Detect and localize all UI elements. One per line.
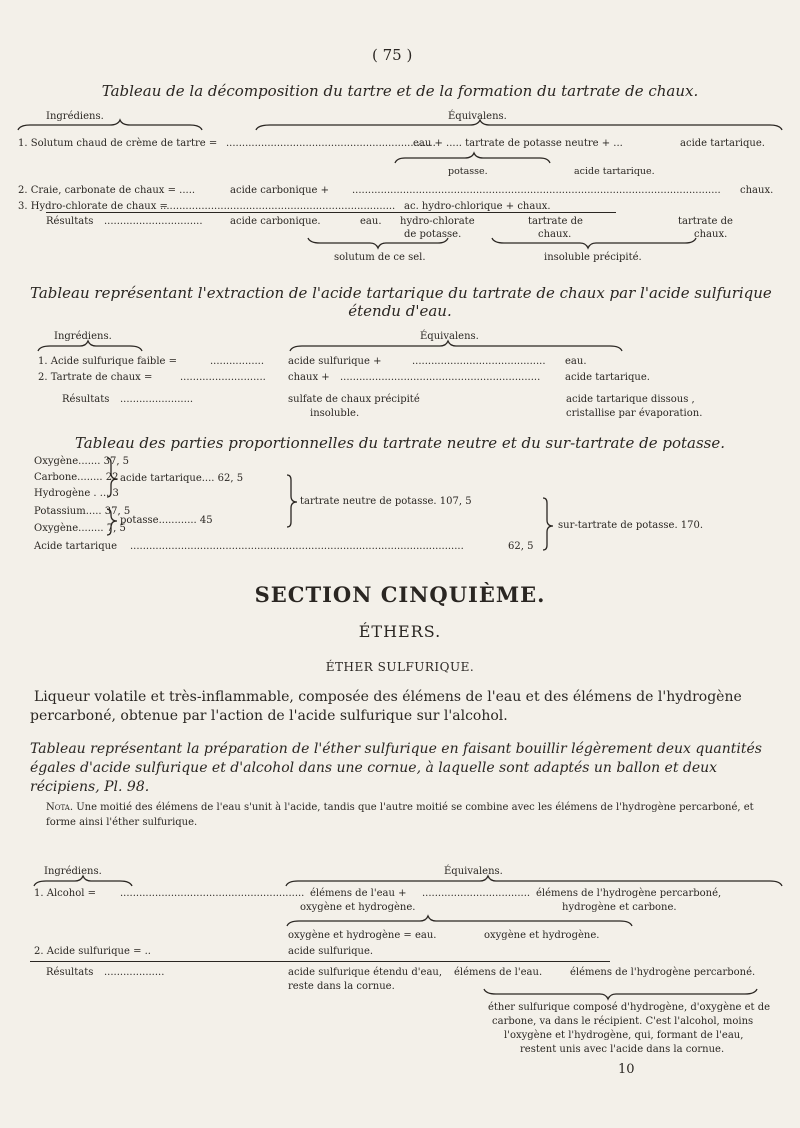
table4-ether-line3: l'oxygène et l'hydrogène, qui, formant de l'eau,	[504, 1030, 744, 1041]
table2-title-line2: étendu d'eau.	[348, 302, 452, 320]
table4-row1-right: élémens de l'hydrogène percarboné,	[536, 888, 722, 899]
table1-title: Tableau de la décomposition du tartre et de la formation du tartrate de chaux.	[101, 82, 699, 100]
footer-number: 10	[618, 1062, 635, 1077]
table2-row1-dots-b: ..........................................	[412, 356, 546, 367]
table1-row2-ingredient: 2. Craie, carbonate de chaux = .....	[18, 185, 196, 196]
table1-row2-equivalent: acide carbonique +	[230, 185, 329, 196]
table1-row1-dots: ..................................................................	[226, 138, 436, 149]
table2-row2-ingredient: 2. Tartrate de chaux =	[38, 372, 153, 383]
table2-result-2a: acide tartarique dissous ,	[566, 394, 695, 405]
table4-title: Tableau représentant la préparation de l'éther sulfurique en faisant bouillir légèrement deux quantités égales d'acide sulfurique et d'alcohol dans une cornue, à laquelle sont adaptés un ballon et deux récipiens, Pl. 98.	[30, 741, 762, 795]
table3-group-tartrate: tartrate neutre de potasse. 107, 5	[300, 496, 472, 507]
table3-row-potassium: Potassium..... 37, 5	[34, 506, 131, 517]
table1-row3-equivalent: ac. hydro-chlorique + chaux.	[404, 201, 551, 212]
table4-note	[46, 800, 776, 830]
table3-row-oxygene-1: Oxygène....... 37, 5	[34, 456, 130, 467]
table1-sub-potasse: potasse.	[448, 166, 488, 177]
page-number: ( 75 )	[372, 46, 413, 64]
table4-sub-3: oxygène et hydrogène = eau.	[288, 930, 437, 941]
table2-col-equivalents: Équivalens.	[420, 331, 479, 342]
table3-row-oxygene-2: Oxygène........ 7, 5	[34, 523, 126, 534]
table4-result-3: élémens de l'hydrogène percarboné.	[570, 967, 756, 978]
table1-brace-right-label: insoluble précipité.	[544, 252, 642, 263]
table1-results-rule	[46, 212, 616, 213]
table1-result-3a: hydro-chlorate	[400, 216, 475, 227]
table1-result-1: acide carbonique.	[230, 216, 321, 227]
table2-result-1b: insoluble.	[310, 408, 360, 419]
table1-result-3b: de potasse.	[404, 229, 462, 240]
table1-results-dots: ...............................	[104, 216, 203, 227]
table2-row1-right: eau.	[565, 356, 587, 367]
table1-row1-right: acide tartarique.	[680, 138, 765, 149]
table4-ether-line1: éther sulfurique composé d'hydrogène, d'oxygène et de	[488, 1002, 771, 1013]
section-subheading: ÉTHERS.	[358, 622, 442, 641]
table3-row-acide: Acide tartarique	[34, 541, 117, 552]
table2-row1-equivalent: acide sulfurique +	[288, 356, 382, 367]
table4-row1-dots-b: ..................................	[422, 888, 531, 899]
table4-ether-line4: restent unis avec l'acide dans la cornue.	[520, 1044, 725, 1055]
table4-col-equivalents: Équivalens.	[444, 866, 503, 877]
table4-note-label: Nota.	[46, 802, 74, 813]
table4-result-2: élémens de l'eau.	[454, 967, 543, 978]
table3-group-acide: acide tartarique.... 62, 5	[120, 473, 244, 484]
table3-group-acide-value: 62, 5	[508, 541, 534, 552]
table2-title-line1: Tableau représentant l'extraction de l'acide tartarique du tartrate de chaux par l'acide sulfurique	[30, 284, 772, 302]
table1-row1-ingredient: 1. Solutum chaud de crème de tartre =	[18, 138, 218, 149]
table4-sub-2: hydrogène et carbone.	[562, 902, 677, 913]
table1-results-label: Résultats	[46, 216, 94, 227]
table4-row2-equivalent: acide sulfurique.	[288, 946, 374, 957]
table3-group-surtartrate: sur-tartrate de potasse. 170.	[558, 520, 704, 531]
table2-row2-equivalent: chaux +	[288, 372, 330, 383]
table2-row2-dots-a: ...........................	[180, 372, 266, 383]
table1-col-equivalents: Équivalens.	[448, 111, 507, 122]
table3-row-acide-dots: .........................................................................................................	[130, 541, 464, 552]
table2-results-label: Résultats	[62, 394, 110, 405]
table1-brace-left-label: solutum de ce sel.	[334, 252, 426, 263]
table2-results-dots: .......................	[120, 394, 194, 405]
table1-result-4b: chaux.	[538, 229, 572, 240]
table4-sub-4: oxygène et hydrogène.	[484, 930, 600, 941]
table4-sub-1: oxygène et hydrogène.	[300, 902, 416, 913]
table4-row1-dots-a: ..........................................................	[120, 888, 305, 899]
table4-row2-ingredient: 2. Acide sulfurique = ..	[34, 946, 151, 957]
section-paragraph: Liqueur volatile et très-inflammable, composée des élémens de l'eau et des élémens de l'hydrogène percarboné, obtenue par l'action de l'acide sulfurique sur l'alcohol.	[30, 689, 742, 724]
table2-result-1a: sulfate de chaux précipité	[288, 394, 420, 405]
table1-row1-equivalent: eau + ..... tartrate de potasse neutre + ...	[413, 138, 623, 149]
table3-group-potasse: potasse............ 45	[120, 515, 213, 526]
table3-title: Tableau des parties proportionnelles du tartrate neutre et du sur-tartrate de potasse.	[74, 434, 726, 452]
table1-result-5a: tartrate de	[678, 216, 733, 227]
table4-note-text: Une moitié des élémens de l'eau s'unit à l'acide, tandis que l'autre moitié se combine avec les élémens de l'hydrogène percarboné, et forme ainsi l'éther sulfurique.	[46, 802, 754, 828]
table1-result-5b: chaux.	[694, 229, 728, 240]
table4-row1-ingredient: 1. Alcohol =	[34, 888, 96, 899]
table4-results-dots: ...................	[104, 967, 165, 978]
table1-col-ingredients: Ingrédiens.	[46, 111, 104, 122]
table1-row2-right: chaux.	[740, 185, 774, 196]
table1-result-4a: tartrate de	[528, 216, 583, 227]
table4-ether-line2: carbone, va dans le récipient. C'est l'alcohol, moins	[492, 1016, 754, 1027]
table2-col-ingredients: Ingrédiens.	[54, 331, 112, 342]
table4-results-rule	[30, 961, 610, 962]
table2-row1-ingredient: 1. Acide sulfurique faible =	[38, 356, 178, 367]
table1-row3-dots: ..........................................................................	[160, 201, 396, 212]
table4-result-1b: reste dans la cornue.	[288, 981, 395, 992]
table2-result-2b: cristallise par évaporation.	[566, 408, 703, 419]
section-heading: SECTION CINQUIÈME.	[254, 582, 546, 607]
table1-row3-ingredient: 3. Hydro-chlorate de chaux =	[18, 201, 168, 212]
table4-result-1a: acide sulfurique étendu d'eau,	[288, 967, 443, 978]
table3-row-carbone: Carbone........ 22	[34, 472, 119, 483]
table3-row-hydrogene: Hydrogène . ... 3	[34, 488, 119, 499]
table4-results-label: Résultats	[46, 967, 94, 978]
table2-row2-right: acide tartarique.	[565, 372, 650, 383]
table2-row1-dots-a: .................	[210, 356, 265, 367]
table2-row2-dots-b: ...............................................................	[340, 372, 541, 383]
table1-sub-acide: acide tartarique.	[574, 166, 655, 177]
table1-row2-dots: ....................................................................................................................	[352, 185, 721, 196]
table4-col-ingredients: Ingrédiens.	[44, 866, 102, 877]
table4-row1-equivalent: élémens de l'eau +	[310, 888, 407, 899]
table1-result-2: eau.	[360, 216, 382, 227]
section-subheading-2: ÉTHER SULFURIQUE.	[325, 660, 475, 674]
